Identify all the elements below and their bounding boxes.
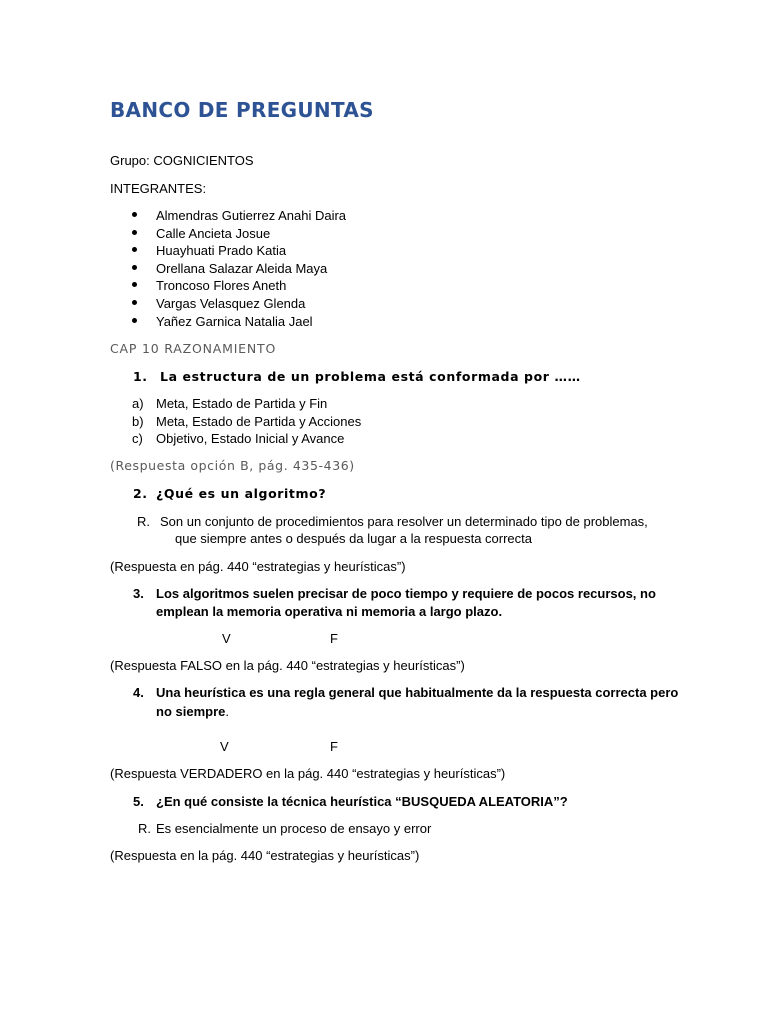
true-option: V xyxy=(220,739,229,754)
answer-label: R. xyxy=(137,514,150,529)
answer-label: R. xyxy=(138,821,151,836)
bullet-icon xyxy=(132,300,137,305)
group-name: Grupo: COGNICIENTOS xyxy=(110,153,254,168)
answer-text: Son un conjunto de procedimientos para resolver un determinado tipo de problemas, xyxy=(160,514,648,529)
question-text: no siempre. xyxy=(156,704,229,719)
bullet-icon xyxy=(132,265,137,270)
answer-reference: (Respuesta en pág. 440 “estrategias y heurísticas”) xyxy=(110,559,406,574)
question-text: Una heurística es una regla general que habitualmente da la respuesta correcta pero xyxy=(156,685,679,700)
option-text: Meta, Estado de Partida y Fin xyxy=(156,396,328,411)
answer-reference: (Respuesta opción B, pág. 435-436) xyxy=(110,458,355,473)
question-number: 5. xyxy=(133,794,144,809)
bullet-icon xyxy=(132,318,137,323)
option-letter: a) xyxy=(132,396,144,411)
question-text: ¿En qué consiste la técnica heurística “BUSQUEDA ALEATORIA”? xyxy=(156,794,568,809)
question-number: 4. xyxy=(133,685,144,700)
answer-text: Es esencialmente un proceso de ensayo y error xyxy=(156,821,432,836)
document-title: BANCO DE PREGUNTAS xyxy=(110,98,374,122)
question-text: Los algoritmos suelen precisar de poco tiempo y requiere de pocos recursos, no xyxy=(156,586,656,601)
answer-reference: (Respuesta VERDADERO en la pág. 440 “estrategias y heurísticas”) xyxy=(110,766,506,781)
bullet-icon xyxy=(132,212,137,217)
answer-reference: (Respuesta en la pág. 440 “estrategias y heurísticas”) xyxy=(110,848,420,863)
bullet-icon xyxy=(132,282,137,287)
question-text: ¿Qué es un algoritmo? xyxy=(156,486,327,501)
answer-text: que siempre antes o después da lugar a la respuesta correcta xyxy=(175,531,532,546)
question-number: 3. xyxy=(133,586,144,601)
true-option: V xyxy=(222,631,231,646)
question-number: 2. xyxy=(133,486,148,501)
false-option: F xyxy=(330,631,338,646)
members-label: INTEGRANTES: xyxy=(110,181,207,196)
option-letter: b) xyxy=(132,414,144,429)
chapter-heading: CAP 10 RAZONAMIENTO xyxy=(110,341,277,356)
question-text: La estructura de un problema está conformada por …… xyxy=(160,369,581,384)
bullet-icon xyxy=(132,247,137,252)
option-letter: c) xyxy=(132,431,143,446)
question-number: 1. xyxy=(133,369,148,384)
false-option: F xyxy=(330,739,338,754)
bullet-icon xyxy=(132,230,137,235)
answer-reference: (Respuesta FALSO en la pág. 440 “estrategias y heurísticas”) xyxy=(110,658,465,673)
option-text: Objetivo, Estado Inicial y Avance xyxy=(156,431,345,446)
question-text: emplean la memoria operativa ni memoria a largo plazo. xyxy=(156,604,503,619)
option-text: Meta, Estado de Partida y Acciones xyxy=(156,414,362,429)
